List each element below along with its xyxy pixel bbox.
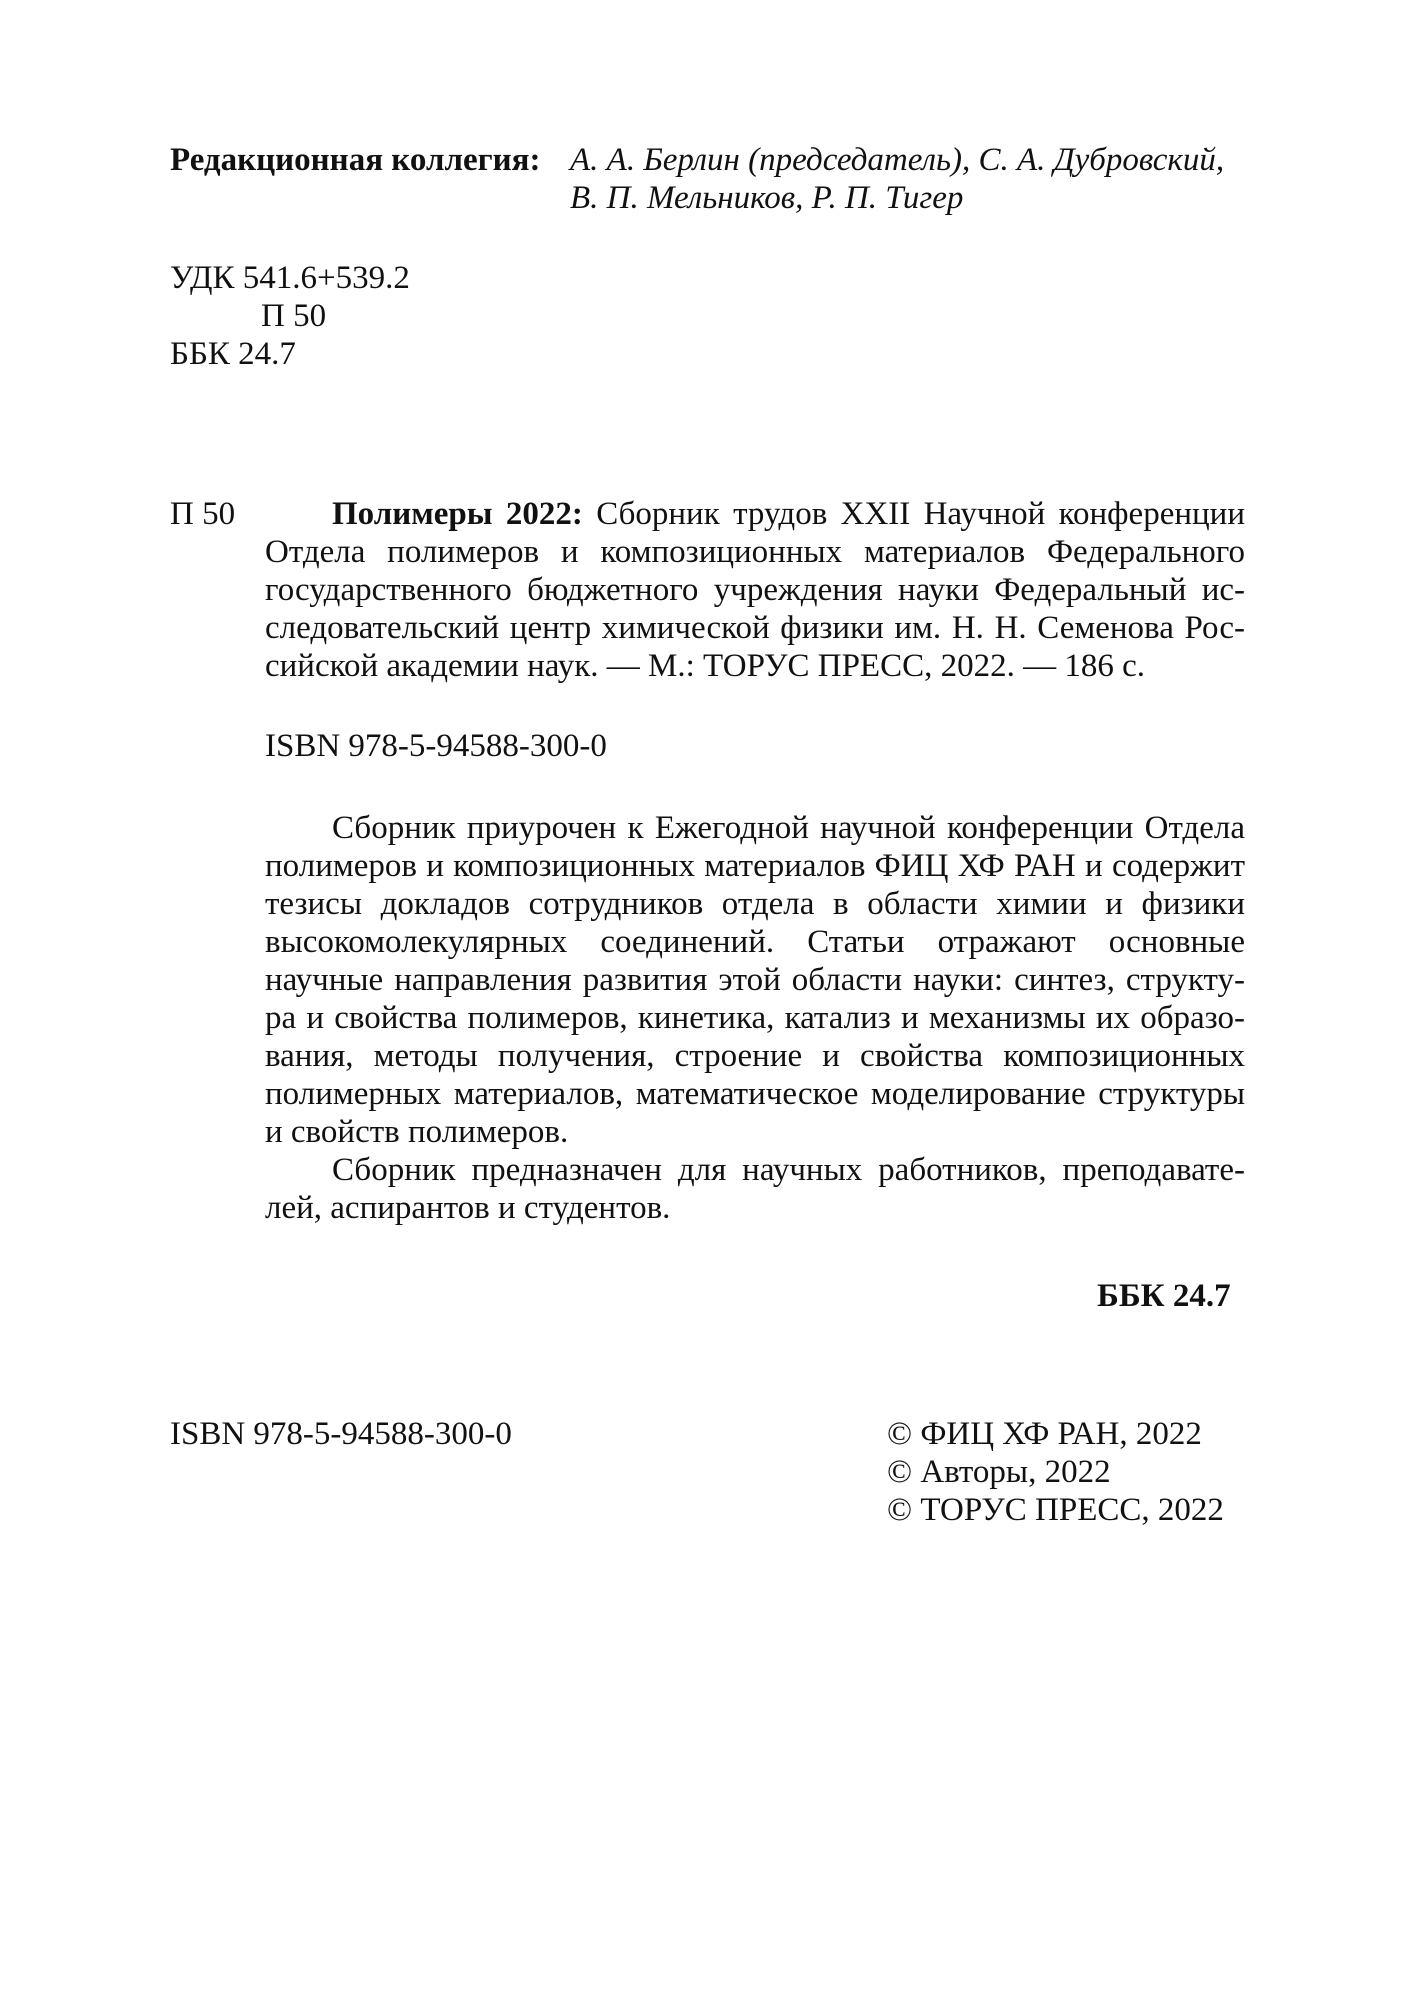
- classification-block: [170, 259, 410, 373]
- bbk-code: ББК 24.7: [170, 336, 296, 372]
- isbn-top: ISBN 978-5-94588-300-0: [265, 728, 607, 764]
- annotation-paragraph-2: Сборник предназначен для научных работников, преподавателей, аспирантов и студентов.: [265, 1152, 1245, 1226]
- author-index: П 50: [261, 298, 327, 334]
- copyright-block: [887, 1415, 1224, 1529]
- editorial-board-members: [570, 141, 1260, 217]
- copyright-line: © ФИЦ ХФ РАН, 2022: [887, 1416, 1202, 1452]
- copyright-line: © ТОРУС ПРЕСС, 2022: [887, 1492, 1224, 1528]
- bibliographic-entry: [265, 495, 1245, 685]
- isbn-bottom: ISBN 978-5-94588-300-0: [170, 1416, 512, 1452]
- entry-description: Сборник трудов XXII Научной конференции Отдела полимеров и композиционных материалов Федерального государственного бюджетного учреждения науки Федеральный исследовательский центр химической физики им. Н. Н. Семенова Российской академии наук. — М.: ТОРУС ПРЕСС, 2022. — 186 с.: [265, 496, 1245, 684]
- entry-title: Полимеры 2022:: [332, 496, 583, 532]
- udk-code: УДК 541.6+539.2: [170, 260, 410, 296]
- copyright-line: © Авторы, 2022: [887, 1454, 1111, 1490]
- editorial-board-line-2: В. П. Мельников, Р. П. Тигер: [570, 180, 964, 216]
- annotation-paragraph-1: Сборник приурочен к Ежегодной научной конференции Отдела полимеров и композиционных материалов ФИЦ ХФ РАН и содержит тезисы докладов сотрудников отдела в области химии и физики высокомолекулярных соединений. Статьи отражают основные научные направления развития этой области науки: синтез, структура и свойства полимеров, кинетика, катализ и механизмы их образования, методы получения, строение и свойства композиционных полимерных материалов, математическое моделирование структуры и свойств полимеров.: [265, 810, 1245, 1150]
- editorial-board-line-1: А. А. Берлин (председатель), С. А. Дубровский,: [570, 142, 1225, 178]
- editorial-board-label: Редакционная коллегия:: [170, 142, 541, 178]
- annotation: [265, 809, 1245, 1227]
- entry-author-index: П 50: [170, 496, 236, 532]
- bbk-bottom: ББК 24.7: [1097, 1278, 1231, 1314]
